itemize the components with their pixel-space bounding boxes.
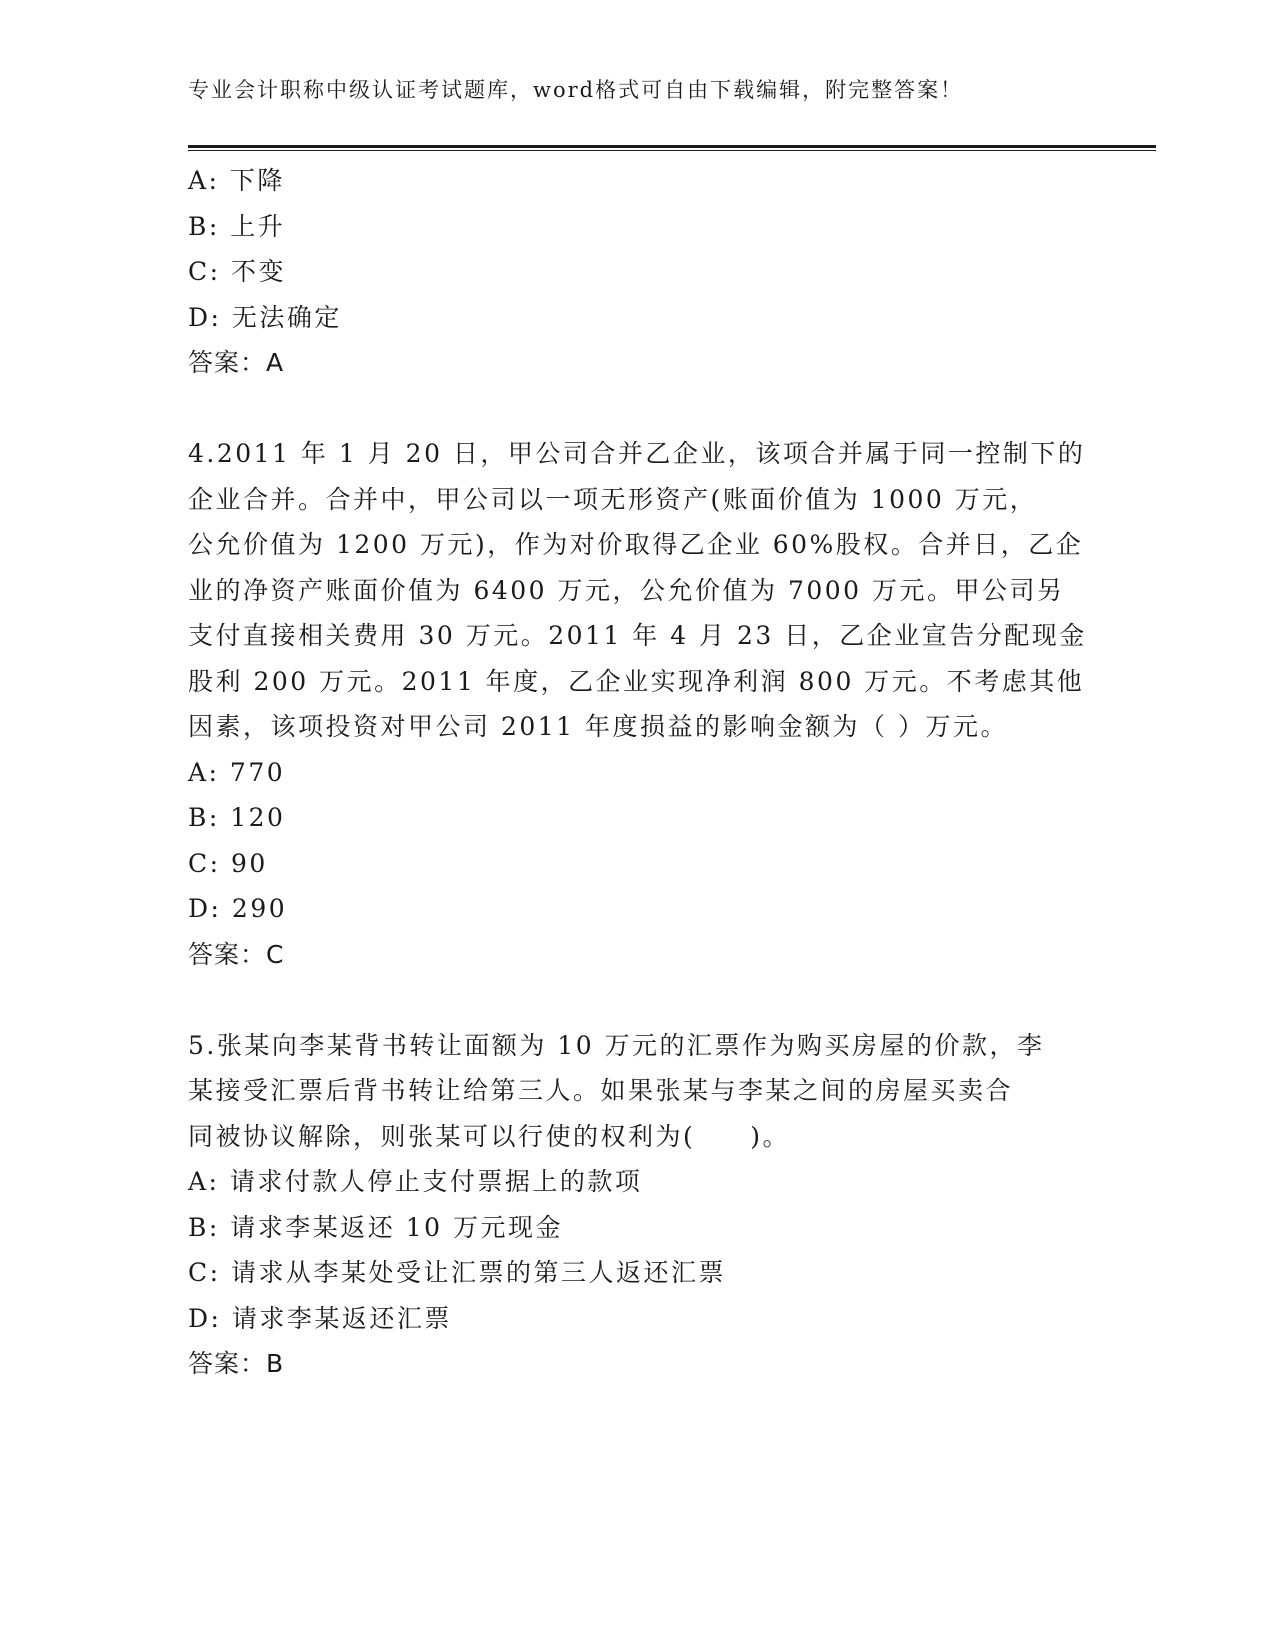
question-3-options [188, 158, 1088, 340]
stem-line: 5.张某向李某背书转让面额为 10 万元的汇票作为购买房屋的价款，李 [188, 1030, 1045, 1060]
option-b: B: 请求李某返还 10 万元现金 [188, 1212, 563, 1242]
option-c: C: 90 [188, 848, 268, 878]
question-4-stem [188, 431, 1088, 750]
stem-line: 公允价值为 1200 万元)，作为对价取得乙企业 60%股权。合并日，乙企 [188, 530, 1084, 559]
option-b: B: 上升 [188, 211, 286, 241]
option-d: D: 290 [188, 894, 288, 923]
header-rule-thick [188, 145, 1156, 148]
option-a: A: 请求付款人停止支付票据上的款项 [188, 1167, 643, 1196]
stem-line: 因素，该项投资对甲公司 2011 年度损益的影响金额为（ ）万元。 [188, 712, 1008, 741]
stem-line: 4.2011 年 1 月 20 日，甲公司合并乙企业，该项合并属于同一控制下的 [188, 439, 1086, 468]
spacer [188, 386, 1088, 432]
page-header-title: 专业会计职称中级认证考试题库，word格式可自由下载编辑，附完整答案！ [188, 78, 964, 102]
option-a: A: 770 [188, 757, 286, 787]
question-5-answer: 答案：B [188, 1349, 285, 1378]
question-5-stem [188, 1023, 1088, 1160]
option-d: D: 无法确定 [188, 302, 342, 332]
stem-line: 某接受汇票后背书转让给第三人。如果张某与李某之间的房屋买卖合 [188, 1076, 1014, 1105]
question-4-answer: 答案：C [188, 939, 285, 969]
option-c: C: 不变 [188, 257, 286, 286]
spacer [188, 977, 1088, 1023]
option-d: D: 请求李某返还汇票 [188, 1303, 452, 1333]
header-rule-thin [188, 150, 1156, 151]
stem-line: 业的净资产账面价值为 6400 万元，公允价值为 7000 万元。甲公司另 [188, 575, 1065, 605]
option-c: C: 请求从李某处受让汇票的第三人返还汇票 [188, 1258, 726, 1287]
stem-line: 同被协议解除，则张某可以行使的权利为( )。 [188, 1121, 791, 1151]
option-b: B: 120 [188, 803, 286, 832]
question-4-options [188, 750, 1088, 932]
question-3-answer: 答案：A [188, 348, 285, 377]
stem-line: 支付直接相关费用 30 万元。2011 年 4 月 23 日，乙企业宣告分配现金 [188, 621, 1087, 650]
stem-line: 股利 200 万元。2011 年度，乙企业实现净利润 800 万元。不考虑其他 [188, 666, 1085, 696]
option-a: A: 下降 [188, 166, 285, 195]
question-content [188, 158, 1088, 1387]
stem-line: 企业合并。合并中，甲公司以一项无形资产(账面价值为 1000 万元， [188, 484, 1038, 514]
question-5-options [188, 1159, 1088, 1341]
